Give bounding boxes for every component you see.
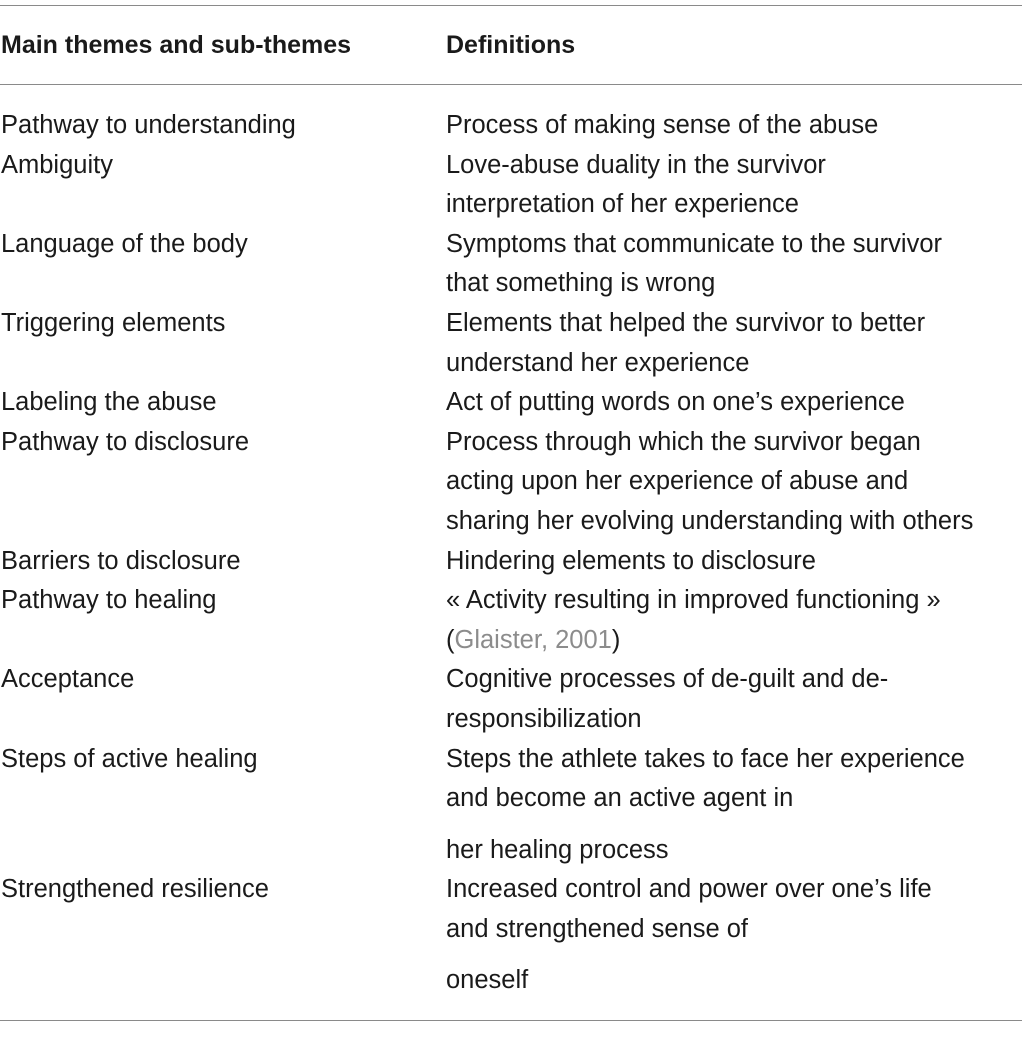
table-row — [0, 660, 1022, 739]
definition-line: « Activity resulting in improved functioning » — [446, 586, 941, 615]
definition-line: Act of putting words on one’s experience — [446, 388, 905, 417]
definition-cell — [446, 146, 1022, 225]
definition-cell — [446, 660, 1022, 739]
citation-close-paren: ) — [611, 625, 621, 654]
theme-cell: Pathway to understanding — [1, 111, 296, 139]
table-row — [0, 106, 1022, 146]
table-row — [0, 581, 1022, 660]
table-row — [0, 542, 1022, 582]
theme-cell: Language of the body — [1, 229, 248, 258]
definition-line: understand her experience — [446, 348, 750, 377]
theme-cell: Pathway to disclosure — [1, 427, 250, 456]
definition-cell — [446, 870, 1022, 1001]
theme-cell: Labeling the abuse — [1, 388, 217, 417]
table-row — [0, 423, 1022, 542]
definition-line: sharing her evolving understanding with others — [446, 506, 974, 535]
definition-line: and strengthened sense of — [446, 914, 748, 943]
table-row — [0, 740, 1022, 871]
definition-cell — [446, 542, 1022, 582]
definition-line: Increased control and power over one’s life — [446, 875, 932, 904]
definition-line: Process through which the survivor began — [446, 427, 921, 456]
definition-cell — [446, 106, 1022, 146]
citation-link[interactable]: Glaister, 2001 — [454, 625, 612, 654]
table-body — [0, 106, 1022, 1001]
theme-cell: Strengthened resilience — [1, 875, 269, 904]
definition-cell — [446, 740, 1022, 871]
definition-line: Process of making sense of the abuse — [446, 111, 879, 139]
theme-cell: Barriers to disclosure — [1, 546, 241, 575]
theme-cell: Steps of active healing — [1, 744, 258, 773]
definition-line: Symptoms that communicate to the survivor — [446, 229, 943, 258]
definition-cell — [446, 581, 1022, 660]
definition-cell — [446, 423, 1022, 542]
definition-line: her healing process — [446, 835, 669, 864]
header-themes: Main themes and sub-themes — [1, 31, 352, 59]
citation-open-paren: ( — [446, 625, 455, 654]
definition-line: Steps the athlete takes to face her experience — [446, 744, 965, 773]
definition-cell — [446, 304, 1022, 383]
theme-cell: Triggering elements — [1, 308, 226, 337]
header-definitions: Definitions — [446, 31, 576, 59]
definition-line: acting upon her experience of abuse and — [446, 467, 909, 496]
definition-line: Hindering elements to disclosure — [446, 546, 816, 575]
theme-cell: Ambiguity — [1, 150, 113, 179]
definition-line: Elements that helped the survivor to better — [446, 308, 926, 337]
definition-line: responsibilization — [446, 704, 642, 733]
table-row — [0, 146, 1022, 225]
theme-cell: Acceptance — [1, 665, 135, 694]
definition-line: oneself — [446, 966, 529, 995]
theme-cell: Pathway to healing — [1, 586, 217, 615]
table-bottom-rule — [0, 1020, 1022, 1021]
table-row — [0, 304, 1022, 383]
definition-citation-line — [446, 621, 1022, 661]
definition-line: interpretation of her experience — [446, 190, 799, 219]
table-row — [0, 870, 1022, 1001]
definition-line: and become an active agent in — [446, 784, 794, 813]
definition-line: that something is wrong — [446, 269, 716, 298]
definition-cell — [446, 383, 1022, 423]
table-row — [0, 225, 1022, 304]
definition-line: Love-abuse duality in the survivor — [446, 150, 826, 179]
table-row — [0, 383, 1022, 423]
definition-line: Cognitive processes of de-guilt and de- — [446, 665, 889, 694]
table-header-rule — [0, 84, 1022, 85]
definition-cell — [446, 225, 1022, 304]
table-top-rule — [0, 5, 1022, 6]
